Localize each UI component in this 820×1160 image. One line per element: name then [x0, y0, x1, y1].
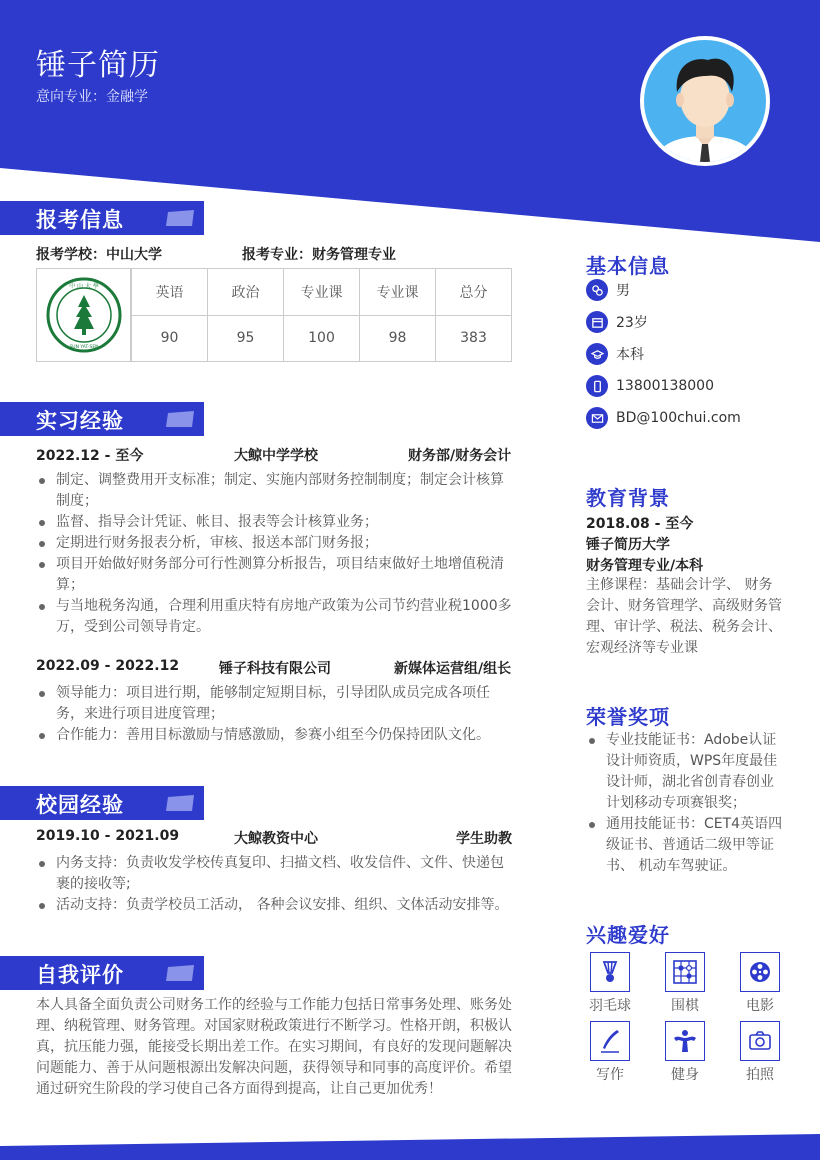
avatar — [640, 36, 770, 166]
list-item: 专业技能证书：Adobe认证设计师资质，WPS年度最佳设计师，湖北省创青春创业计划移动专项赛银奖； — [586, 730, 786, 814]
hobby-fitness — [665, 1021, 705, 1061]
education-major: 财务管理专业/本科 — [586, 558, 704, 574]
degree-value: 本科 — [616, 347, 644, 363]
subject-header: 政治 — [207, 269, 283, 315]
intern-bullets — [36, 683, 512, 746]
score-cell: 383 — [435, 315, 511, 361]
svg-text:SUN YAT-SEN: SUN YAT-SEN — [68, 345, 99, 350]
email-icon — [586, 407, 608, 429]
university-logo — [37, 269, 131, 361]
campus-date: 2019.10 - 2021.09 — [36, 828, 180, 844]
graduation-cap-icon — [586, 343, 608, 365]
resume-name: 锤子简历 — [36, 48, 160, 83]
intern-company: 大鲸中学学校 — [234, 448, 318, 464]
phone-value: 13800138000 — [616, 378, 714, 394]
email-row — [586, 407, 741, 429]
hobby-movie — [740, 952, 780, 992]
camera-icon — [740, 1021, 780, 1061]
campus-role: 学生助教 — [456, 831, 512, 847]
list-item: 与当地税务沟通，合理利用重庆特有房地产政策为公司节约营业税1000多万，受到公司领导肯定。 — [36, 596, 512, 638]
list-item: 内务支持：负责收发学校传真复印、扫描文档、收发信件、文件、快递包裹的接收等; — [36, 853, 512, 895]
age-row — [586, 311, 648, 333]
gender-row — [586, 279, 630, 301]
score-cell: 100 — [283, 315, 359, 361]
intern-date: 2022.09 - 2022.12 — [36, 658, 180, 674]
hobby-writing — [590, 1021, 630, 1061]
go-board-icon — [665, 952, 705, 992]
list-item: 项目开始做好财务部分可行性测算分析报告，项目结束做好土地增值税清算； — [36, 554, 512, 596]
fitness-icon — [665, 1021, 705, 1061]
intern-role: 财务部/财务会计 — [408, 448, 512, 464]
list-item: 监督、指导会计凭证、帐目、报表等会计核算业务； — [36, 512, 512, 533]
honors-title: 荣誉奖项 — [586, 705, 670, 729]
campus-bullets — [36, 853, 512, 916]
calendar-icon — [586, 311, 608, 333]
section-title-campus: 校园经验 — [0, 786, 204, 820]
exam-major: 报考专业：财务管理专业 — [242, 247, 396, 263]
subject-header: 英语 — [131, 269, 207, 315]
hobby-badminton — [590, 952, 630, 992]
exam-school: 报考学校：中山大学 — [36, 247, 162, 263]
score-cell: 98 — [359, 315, 435, 361]
subject-header: 专业课 — [359, 269, 435, 315]
subject-header: 专业课 — [283, 269, 359, 315]
section-title-self: 自我评价 — [0, 956, 204, 990]
score-cell: 95 — [207, 315, 283, 361]
phone-row — [586, 375, 714, 397]
film-reel-icon — [740, 952, 780, 992]
education-school: 锤子简历大学 — [586, 537, 670, 553]
intern-date: 2022.12 - 至今 — [36, 448, 144, 464]
pen-icon — [590, 1021, 630, 1061]
intern-bullets — [36, 470, 512, 638]
intended-major: 意向专业：金融学 — [36, 89, 148, 105]
phone-icon — [586, 375, 608, 397]
list-item: 通用技能证书：CET4英语四级证书、普通话二级甲等证书、 机动车驾驶证。 — [586, 814, 786, 877]
education-title: 教育背景 — [586, 486, 670, 510]
score-table — [36, 268, 512, 362]
section-title-internship: 实习经验 — [0, 402, 204, 436]
hobbies-title: 兴趣爱好 — [586, 923, 670, 947]
intern-company: 锤子科技有限公司 — [219, 661, 331, 677]
hobby-go — [665, 952, 705, 992]
degree-row — [586, 343, 644, 365]
list-item: 活动支持：负责学校员工活动， 各种会议安排、组织、文体活动安排等。 — [36, 895, 512, 916]
list-item: 合作能力：善用目标激励与情感激励，参赛小组至今仍保持团队文化。 — [36, 725, 512, 746]
score-cell: 90 — [131, 315, 207, 361]
list-item: 定期进行财务报表分析，审核、报送本部门财务报； — [36, 533, 512, 554]
education-courses: 主修课程：基础会计学、 财务会计、财务管理学、高级财务管理、审计学、税法、税务会计、宏观经济等专业课 — [586, 577, 782, 656]
email-value: BD@100chui.com — [616, 410, 741, 426]
gender-icon — [586, 279, 608, 301]
gender-value: 男 — [616, 283, 630, 299]
section-title-exam: 报考信息 — [0, 201, 204, 235]
age-value: 23岁 — [616, 315, 648, 331]
subject-header: 总分 — [435, 269, 511, 315]
svg-text:中 山 大 學: 中 山 大 學 — [68, 283, 99, 290]
hobby-label: 拍照 — [746, 1067, 774, 1083]
hobby-label: 写作 — [596, 1067, 624, 1083]
education-date: 2018.08 - 至今 — [586, 516, 694, 532]
hobby-label: 电影 — [746, 998, 774, 1014]
hobby-label: 羽毛球 — [589, 998, 631, 1014]
campus-org: 大鲸教资中心 — [234, 831, 318, 847]
honors-list — [586, 730, 786, 877]
list-item: 领导能力：项目进行期，能够制定短期目标，引导团队成员完成各项任务，来进行项目进度管理； — [36, 683, 512, 725]
intern-role: 新媒体运营组/组长 — [394, 661, 512, 677]
list-item: 制定、调整费用开支标准；制定、实施内部财务控制制度；制定会计核算制度； — [36, 470, 512, 512]
hobby-label: 围棋 — [671, 998, 699, 1014]
badminton-icon — [590, 952, 630, 992]
self-evaluation: 本人具备全面负责公司财务工作的经验与工作能力包括日常事务处理、账务处理、纳税管理、财务管理。对国家财税政策进行不断学习。性格开朗，积极认真，抗压能力强，能接受长期出差工作。在实习期间，有良好的发现问题解决问题能力、善于从问题根源出发解决问题，获得领导和同事的高度评价。希望通过研究生阶段的学习使自己各方面得到提高，让自己更加优秀！ — [36, 997, 512, 1097]
hobby-label: 健身 — [671, 1067, 699, 1083]
hobby-photo — [740, 1021, 780, 1061]
basic-info-title: 基本信息 — [586, 254, 670, 278]
